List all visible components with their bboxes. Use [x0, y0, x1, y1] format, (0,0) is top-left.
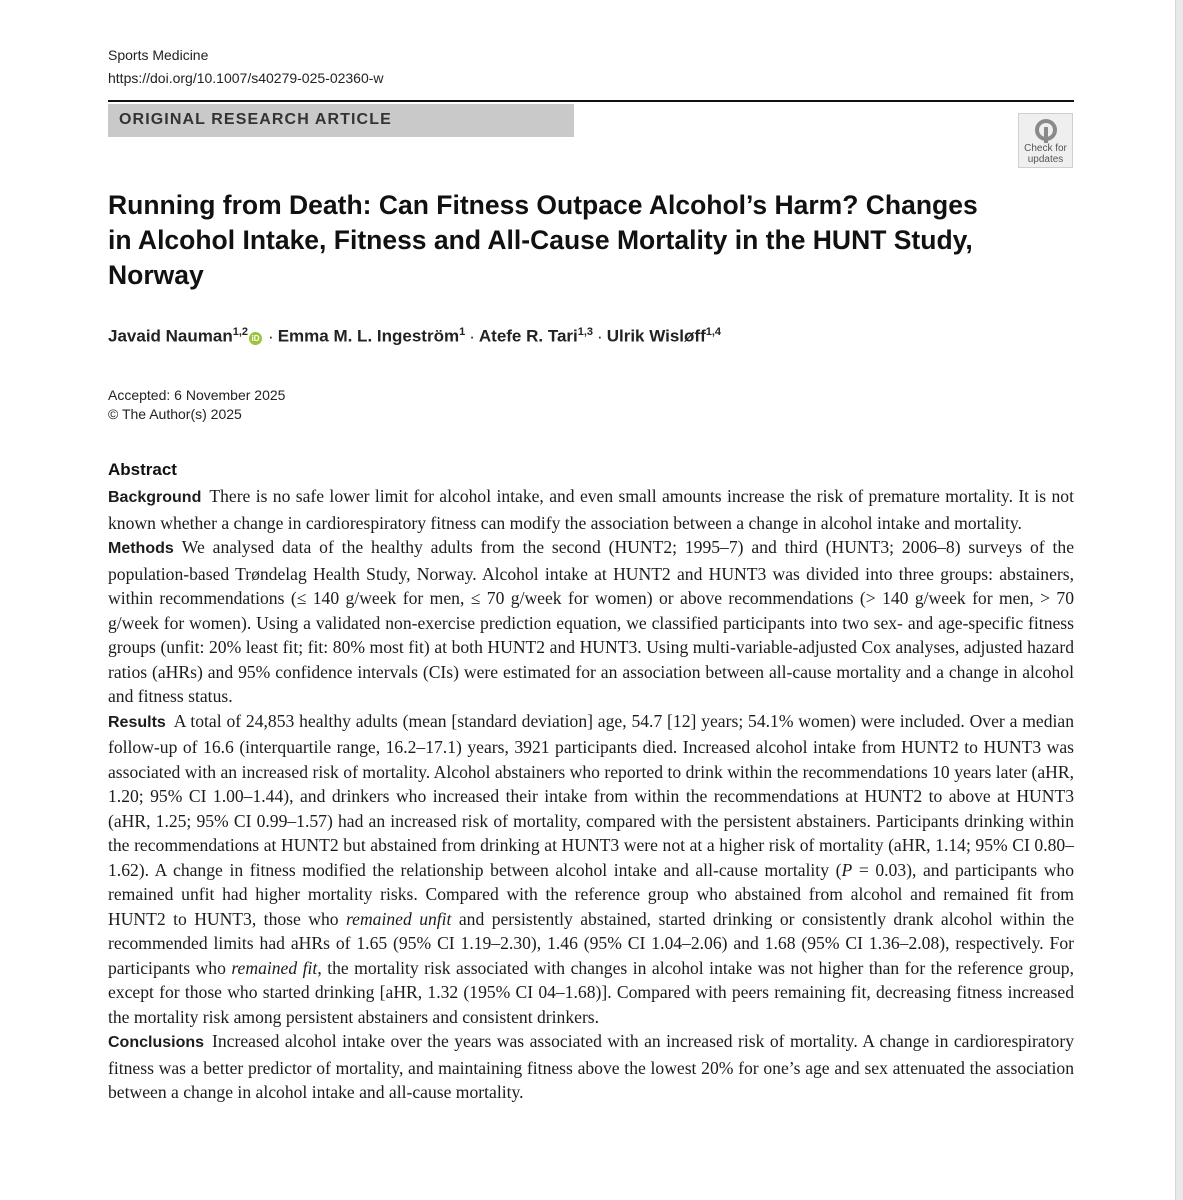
doi-link[interactable]: https://doi.org/10.1007/s40279-025-02360-w	[108, 70, 384, 86]
check-for-updates-button[interactable]	[1018, 113, 1073, 168]
author-name[interactable]: Atefe R. Tari	[478, 326, 578, 346]
results-label: Results	[108, 713, 166, 731]
results-text: and persistently abstained, started drinking or consistently drank alcohol within the recommended limits had aHRs of 1.65 (95% CI 1.19–2.30), 1.46 (95% CI 1.04–2.06) and 1.68 (95% CI 1.36–2.08), respectively. For participants who	[108, 908, 1074, 978]
author-name[interactable]: Ulrik Wisløff	[606, 326, 706, 346]
methods-text: We analysed data of the healthy adults from the second (HUNT2; 1995–7) and third (HUNT3; 2006–8) surveys of the population-based Trøndelag Health Study, Norway. Alcohol intake at HUNT2 and HUNT3 was divided into three groups: abstainers, within recommendations (≤ 140 g/week for men, ≤ 70 g/week for women) or above recommendations (> 140 g/week for men, > 70 g/week for women). Using a validated non-exercise prediction equation, we classified participants into two sex- and age-specific fitness groups (unfit: 20% least fit; fit: 80% most fit) at both HUNT2 and HUNT3. Using multi-variable-adjusted Cox analyses, adjusted hazard ratios (aHRs) and 95% confidence intervals (CIs) were estimated for an association between all-cause mortality and a change in alcohol and fitness status.	[108, 537, 1074, 706]
header-rule	[108, 100, 1074, 102]
author-affiliation: 1,3	[577, 326, 594, 338]
conclusions-text: Increased alcohol intake over the years was associated with an increased risk of mortality. A change in cardiorespiratory fitness was a better predictor of mortality, and maintaining fitness above the lowest 20% for one’s age and sex attenuated the association between a change in alcohol intake and all-cause mortality.	[108, 1031, 1074, 1102]
author-separator: ·	[469, 326, 475, 346]
author-separator: ·	[597, 326, 603, 346]
article-title: Running from Death: Can Fitness Outpace Alcohol’s Harm? Changes in Alcohol Intake, Fitness and All-Cause Mortality in the HUNT Study, Norway	[108, 190, 978, 290]
copyright-notice: © The Author(s) 2025	[108, 406, 242, 422]
author-affiliation: 1	[459, 326, 466, 338]
journal-name: Sports Medicine	[108, 47, 209, 63]
author-name[interactable]: Javaid Nauman	[108, 326, 233, 346]
accepted-date: Accepted: 6 November 2025	[108, 387, 286, 403]
abstract-methods	[108, 535, 1074, 709]
check-updates-line2: updates	[1027, 154, 1064, 165]
background-label: Background	[108, 489, 202, 506]
abstract-body	[108, 484, 1074, 1105]
article-type-label: ORIGINAL RESEARCH ARTICLE	[119, 111, 392, 128]
abstract-conclusions	[108, 1029, 1074, 1105]
results-p-symbol: P	[841, 859, 853, 880]
results-text: = 0.03), and participants who remained unfit had higher mortality risks. Compared with the reference group who abstained from alcohol and remained fit from HUNT2 to HUNT3, those who	[108, 859, 1074, 929]
abstract-heading: Abstract	[108, 460, 177, 479]
abstract-background	[108, 484, 1074, 535]
methods-label: Methods	[108, 540, 174, 557]
author-separator: ·	[268, 326, 274, 346]
author-affiliation: 1,4	[705, 326, 722, 338]
orcid-icon[interactable]: iD	[249, 332, 262, 345]
background-text: There is no safe lower limit for alcohol intake, and even small amounts increase the risk of premature mortality. It is not known whether a change in cardiorespiratory fitness can modify the association between a change in alcohol intake and mortality.	[108, 486, 1074, 533]
results-text: , the mortality risk associated with changes in alcohol intake was not higher than for the reference group, except for those who started drinking [aHR, 1.32 (195% CI 04–1.68)]. Compared with peers remaining fit, decreasing fitness increased the mortality risk among persistent abstainers and consistent drinkers.	[108, 957, 1075, 1027]
check-updates-icon	[1033, 117, 1059, 143]
article-type-banner	[108, 104, 574, 137]
check-updates-line1: Check for	[1024, 143, 1067, 154]
abstract-results	[108, 709, 1074, 1030]
results-text: A total of 24,853 healthy adults (mean [standard deviation] age, 54.7 [12] years; 54.1% women) were included. Over a median follow-up of 16.6 (interquartile range, 16.2–17.1) years, 3921 participants died. Increased alcohol intake from HUNT2 to HUNT3 was associated with an increased risk of mortality. Alcohol abstainers who reported to drink within the recommendations 10 years later (aHR, 1.20; 95% CI 1.00–1.44), and drinkers who increased their intake from within the recommendations at HUNT2 to above at HUNT3 (aHR, 1.25; 95% CI 0.99–1.57) had an increased risk of mortality, compared with the persistent abstainers. Participants drinking within the recommendations at HUNT2 but abstained from drinking at HUNT3 were not at a higher risk of mortality (aHR, 1.14; 95% CI 0.80–1.62). A change in fitness modified the relationship between alcohol intake and all-cause mortality (	[108, 710, 1074, 880]
results-emphasis-unfit: remained unfit	[345, 908, 452, 929]
author-affiliation: 1,2	[232, 326, 249, 338]
author-name[interactable]: Emma M. L. Ingeström	[277, 326, 460, 346]
results-emphasis-fit: remained fit	[231, 957, 318, 978]
author-list	[108, 326, 721, 347]
conclusions-label: Conclusions	[108, 1034, 205, 1051]
